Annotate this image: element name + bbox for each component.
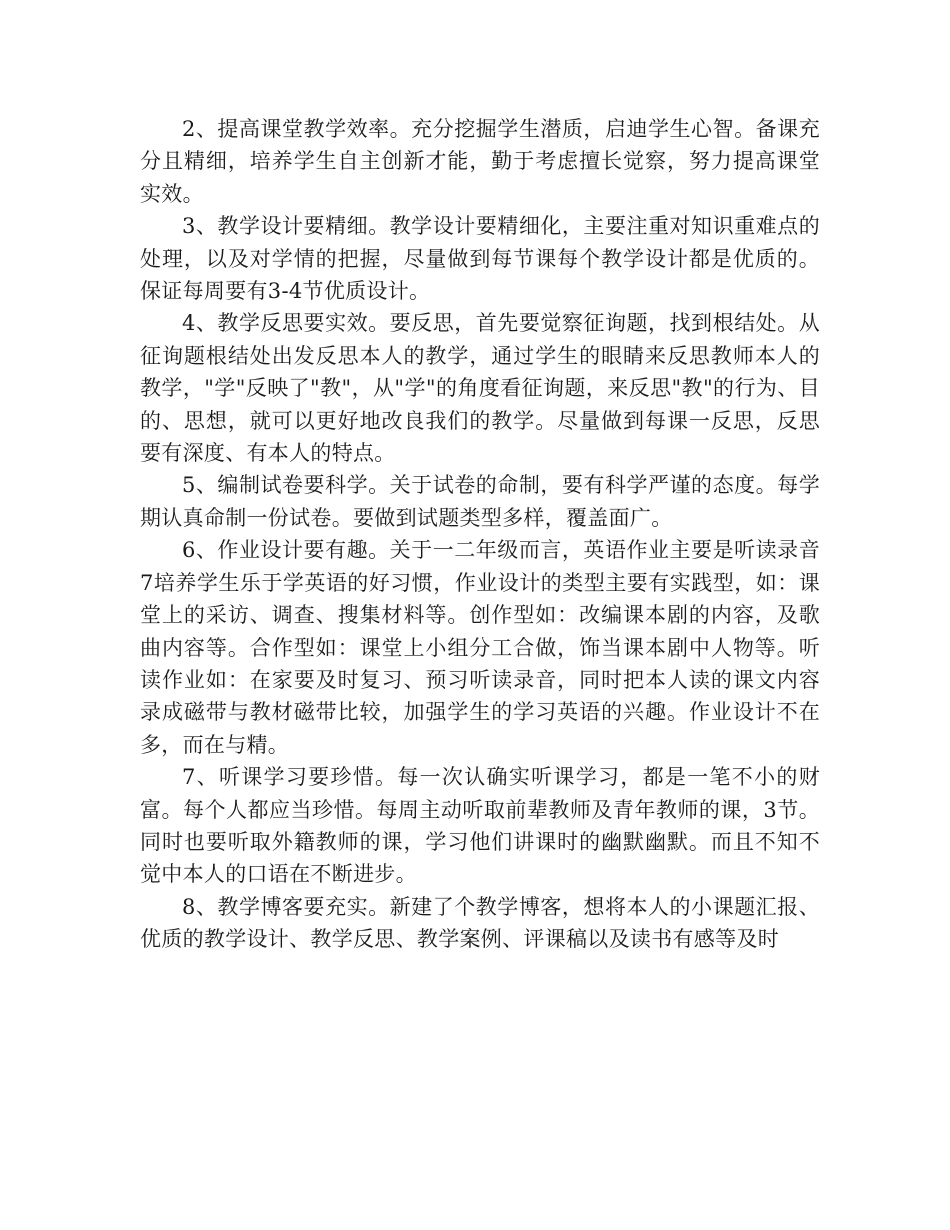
paragraph-item-2: 2、提高课堂教学效率。充分挖掘学生潜质，启迪学生心智。备课充分且精细，培养学生自主创新才能，勤于考虑擅长觉察，努力提高课堂实效。: [140, 117, 820, 206]
paragraph-item-8: 8、教学博客要充实。新建了个教学博客，想将本人的小课题汇报、优质的教学设计、教学反思、教学案例、评课稿以及读书有感等及时: [140, 894, 820, 952]
paragraph-item-3: 3、教学设计要精细。教学设计要精细化，主要注重对知识重难点的处理，以及对学情的把握，尽量做到每节课每个教学设计都是优质的。保证每周要有3-4节优质设计。: [140, 214, 820, 304]
paragraph-item-5: 5、编制试卷要科学。关于试卷的命制，要有科学严谨的态度。每学期认真命制一份试卷。要做到试题类型多样，覆盖面广。: [140, 473, 820, 530]
paragraph-item-4: 4、教学反思要实效。要反思，首先要觉察征询题，找到根结处。从征询题根结处出发反思本人的教学，通过学生的眼睛来反思教师本人的教学，"学"反映了"教"，从"学"的角度看征询题，来反思"教"的行为、目的、思想，就可以更好地改良我们的教学。尽量做到每课一反思，反思要有深度、有本人的特点。: [140, 311, 820, 466]
paragraph-item-7: 7、听课学习要珍惜。每一次认确实听课学习，都是一笔不小的财富。每个人都应当珍惜。每周主动听取前辈教师及青年教师的课，3节。同时也要听取外籍教师的课，学习他们讲课时的幽默幽默。而且不知不觉中本人的口语在不断进步。: [140, 765, 820, 887]
document-body: [140, 113, 820, 956]
paragraph-item-6: 6、作业设计要有趣。关于一二年级而言，英语作业主要是听读录音7培养学生乐于学英语的好习惯，作业设计的类型主要有实践型，如：课堂上的采访、调查、搜集材料等。创作型如：改编课本剧的内容，及歌曲内容等。合作型如：课堂上小组分工合做，饰当课本剧中人物等。听读作业如：在家要及时复习、预习听读录音，同时把本人读的课文内容录成磁带与教材磁带比较，加强学生的学习英语的兴趣。作业设计不在多，而在与精。: [140, 538, 820, 757]
